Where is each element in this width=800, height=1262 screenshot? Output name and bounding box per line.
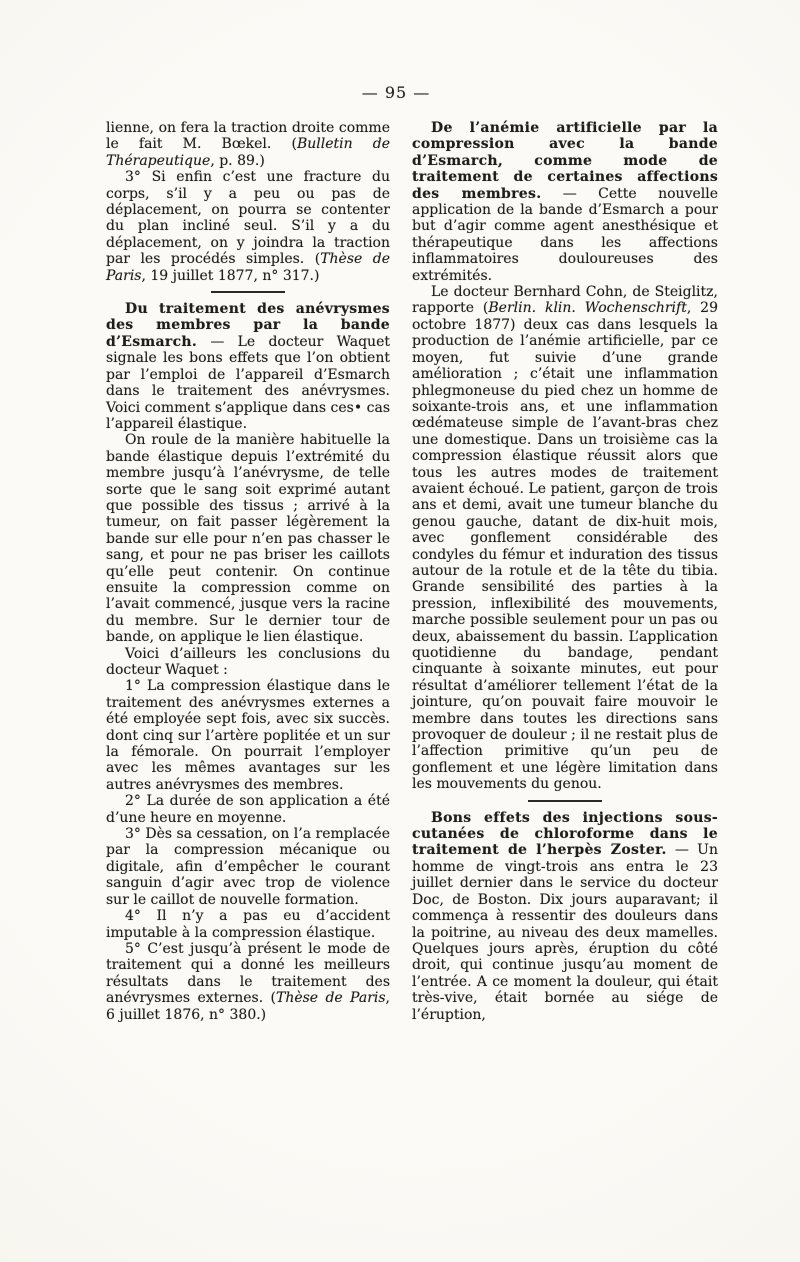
text-run: , p. 89.) — [210, 152, 265, 169]
continuation-paragraph — [106, 120, 390, 169]
citation-run: Bulletin de Thérapeutique — [106, 136, 390, 169]
text-run: 2° La durée de son application a été d’une heure en moyenne. — [106, 793, 390, 826]
right-column — [412, 120, 718, 1023]
text-run: 4° Il n’y a pas eu d’accident imputable à la compression élastique. — [106, 908, 390, 941]
text-columns — [106, 120, 718, 1023]
text-run: — Un homme de vingt-trois ans entra le 23 juillet dernier dans le service du docteur Doc, de Boston. Dix jours auparavant; il commença à ressentir des douleurs dans la poitrine, au niveau des deux mamelles. Quelques jours après, éruption du côté droit, qui continue jusqu’au moment de l’entrée. A ce moment la douleur, qui était très-vive, était bornée au siége de l’éruption, — [412, 842, 718, 1023]
left-column — [106, 120, 390, 1023]
conclusion-3 — [106, 826, 390, 908]
heading-run: Bons effets des injections sous-cutanées de chloroforme dans le traitement de l’herpès Zoster. — [412, 809, 718, 859]
paragraph-conclusions-intro — [106, 646, 390, 679]
text-run: , 29 octobre 1877) deux cas dans lesquels la production de l’anémie artificielle, par ce moyen, fut suivie d’une grande amélioration ; c’était une inflammation phlegmoneuse du pied chez un homme de soixante-trois ans, et une inflammation œdémateuse simple de l’avant-bras chez une domestique. Dans un troisième cas la compression élastique réussit alors que tous les autres modes de traitement avaient échoué. Le patient, garçon de trois ans et demi, avait une tumeur blanche du genou gauche, datant de dix-huit mois, avec gonflement considérable des condyles du fémur et induration des tissus autour de la rotule et de la tête du tibia. Grande sensibilité des parties à la pression, inflexibilité des mouvements, marche possible seulement pour un pas ou deux, abaissement du bassin. L’application quotidienne du bandage, pendant cinquante à soixante minutes, eut pour résultat d’améliorer tellement l’état de la jointure, qu’on pouvait faire mouvoir le membre dans toutes les directions sans provoquer de douleur ; il ne restait plus de l’affection primitive qu’un peu de gonflement et une légère limitation dans les mouvements du genou. — [412, 300, 718, 793]
citation-run: Thèse de Paris — [106, 251, 391, 284]
text-run: — Cette nouvelle application de la bande d’Esmarch a pour but d’agir comme agent anesthésique et thérapeutique dans les affections inflammatoires douloureuses des extrémités. — [412, 185, 719, 284]
citation-run: Thèse de Paris — [275, 990, 386, 1007]
numbered-item-3 — [106, 169, 390, 284]
section-artificial-anemia — [412, 120, 718, 284]
text-run: Voici d’ailleurs les conclusions du docteur Waquet : — [106, 645, 390, 678]
conclusion-1 — [106, 678, 390, 793]
text-run: 1° La compression élastique dans le traitement des anévrysmes externes a été employée sept fois, avec six succès. dont cinq sur l’artère poplitée et un sur la fémorale. On pourrait l’employer avec les mêmes avantages sur les autres anévrysmes des membres. — [106, 678, 390, 793]
section-divider — [211, 291, 285, 293]
text-run: lienne, on fera la traction droite comme le fait M. Bœkel. ( — [106, 120, 390, 153]
conclusion-2 — [106, 793, 390, 826]
section-esmarch-aneurysm — [106, 301, 390, 432]
text-run: , 19 juillet 1877, n° 317.) — [141, 267, 320, 284]
text-run: 3° Dès sa cessation, on l’a remplacée par la compression mécanique ou digitale, afin d’empêcher le courant sanguin d’agir avec trop de violence sur le caillot de nouvelle formation. — [106, 826, 390, 908]
paragraph-application-method — [106, 432, 390, 645]
text-run: Le docteur Bernhard Cohn, de Steiglitz, rapporte ( — [412, 284, 718, 317]
section-divider — [528, 800, 602, 802]
text-run: 3° Si enfin c’est une fracture du corps, s’il y a peu ou pas de déplacement, on pourra se contenter du plan incliné seul. S’il y a du déplacement, on y joindra la traction par les procédés simples. ( — [106, 169, 390, 268]
citation-run: Berlin. klin. Wochenschrift — [488, 300, 687, 317]
heading-run: De l’anémie artificielle par la compression avec la bande d’Esmarch, comme mode de traitement de certaines affections des membres. — [412, 120, 718, 202]
conclusion-4 — [106, 908, 390, 941]
section-chloroform-zoster — [412, 810, 718, 1023]
text-run: — Le docteur Waquet signale les bons effets que l’on obtient par l’emploi de l’appareil d’Esmarch dans le traitement des anévrysmes. Voici comment s’applique dans ces• cas l’appareil élastique. — [106, 333, 390, 432]
cohn-case-report — [412, 284, 718, 793]
text-run: , 6 juillet 1876, n° 380.) — [106, 990, 390, 1023]
text-run: 5° C’est jusqu’à présent le mode de traitement qui a donné les meilleurs résultats dans le traitement des anévrysmes externes. ( — [106, 940, 390, 1007]
page-number: — 95 — — [361, 83, 431, 102]
text-run: On roule de la manière habituelle la bande élastique depuis l’extrémité du membre jusqu’à l’anévrysme, de telle sorte que le sang soit exprimé autant que possible des tissus ; arrivé à la tumeur, on fait passer légèrement la bande sur elle pour n’en pas chasser le sang, et pour ne pas briser les caillots qu’elle peut contenir. On continue ensuite la compression comme on l’avait commencé, jusque vers la racine du membre. Sur le dernier tour de bande, on applique le lien élastique. — [106, 432, 390, 646]
heading-run: Du traitement des anévrysmes des membres par la bande d’Esmarch. — [106, 301, 390, 350]
conclusion-5 — [106, 941, 390, 1023]
